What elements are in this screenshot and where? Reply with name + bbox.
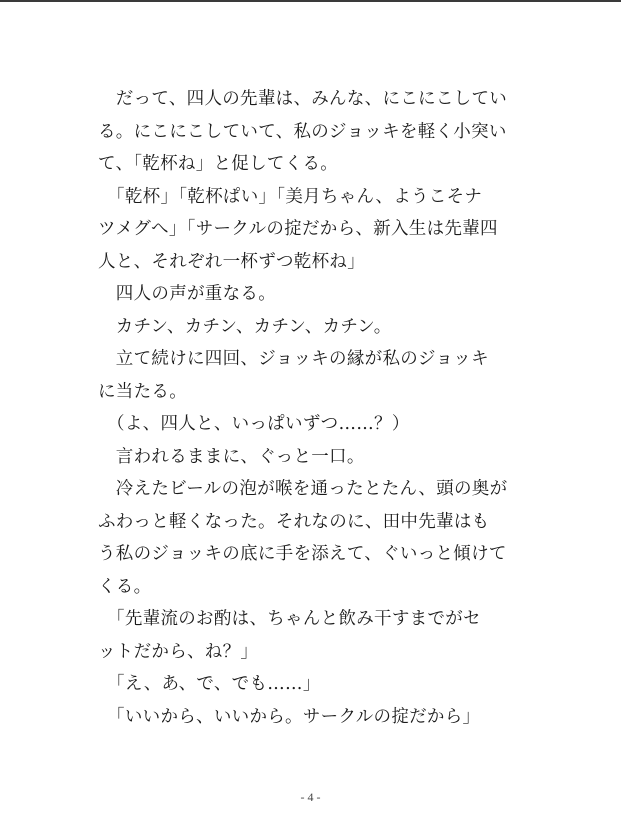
text-line: （よ、四人と、いっぱいずつ……？） [98,414,410,434]
text-line: ットだから、ね？」 [98,641,259,662]
text-line: 立て続けに四回、ジョッキの縁が私のジョッキ [98,349,489,369]
text-line: て、「乾杯ね」と促してくる。 [98,154,339,174]
page-number: - 4 - [300,790,321,804]
text-line: 「いいから、いいから。サークルの掟だから」 [98,706,481,727]
text-line: だって、四人の先輩は、みんな、にこにこしてい [98,89,508,109]
text-line: ツメグへ」「サークルの掟だから、新入生は先輩四 [98,219,498,239]
text-line: くる。 [98,576,152,597]
text-line: 「先輩流のお酌は、ちゃんと飲み干すまでがセ [98,609,481,629]
text-line: 冷えたビールの泡が喉を通ったとたん、頭の奥が [98,479,508,499]
text-line: る。にこにこしていて、私のジョッキを軽く小突い [98,121,507,142]
page-text-body [98,83,518,733]
top-border-line [0,0,621,2]
text-line: 言われるままに、ぐっと一口。 [98,446,365,467]
text-line: カチン、カチン、カチン、カチン。 [98,316,392,337]
text-line: 「乾杯」「乾杯ぱい」「美月ちゃん、ようこそナ [98,186,483,207]
text-line: 「え、あ、で、でも……」 [98,674,321,694]
text-line: う私のジョッキの底に手を添えて、ぐいっと傾けて [98,544,507,564]
text-line: 四人の声が重なる。 [98,284,276,304]
text-line: 人と、それぞれ一杯ずつ乾杯ね」 [98,251,365,272]
text-line: ふわっと軽くなった。それなのに、田中先輩はも [98,511,490,532]
text-line: に当たる。 [98,381,187,402]
